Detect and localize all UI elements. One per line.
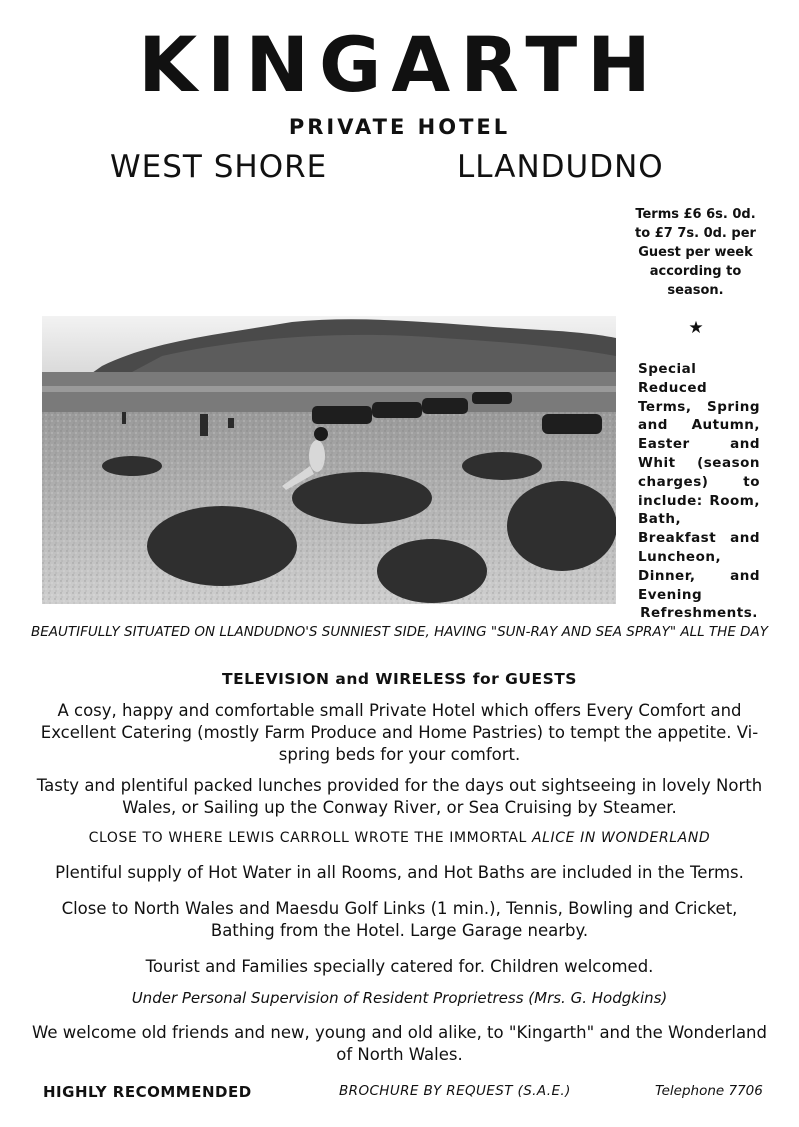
highly-recommended: HIGHLY RECOMMENDED — [43, 1083, 252, 1101]
carroll-prefix: CLOSE TO WHERE LEWIS CARROLL WROTE THE IMMORTAL — [88, 830, 527, 846]
special-terms-text — [638, 360, 760, 623]
welcome-paragraph: We welcome old friends and new, young and old alike, to "Kingarth" and the Wonderland of North Wales. — [32, 1023, 767, 1064]
tv-heading: TELEVISION and WIRELESS for GUESTS — [222, 670, 577, 688]
star-icon: ★ — [688, 318, 704, 338]
special-terms-last: Refreshments. — [640, 605, 758, 622]
terms-text: Terms £6 6s. 0d. to £7 7s. 0d. per Guest per week according to season. — [635, 207, 756, 298]
carroll-line — [20, 830, 779, 846]
location-llandudno: LLANDUDNO — [457, 149, 664, 185]
supervision-line: Under Personal Supervision of Resident Proprietress (Mrs. G. Hodgkins) — [131, 989, 668, 1007]
hotel-title: KINGARTH — [138, 20, 661, 109]
hot-water-paragraph: Plentiful supply of Hot Water in all Rooms, and Hot Baths are included in the Terms. — [55, 863, 744, 882]
location-west-shore: WEST SHORE — [110, 149, 328, 185]
telephone: Telephone 7706 — [655, 1083, 763, 1099]
packed-lunch-paragraph: Tasty and plentiful packed lunches provided for the days out sightseeing in lovely North Wales, or Sailing up the Conway River, or Sea Cruising by Steamer. — [36, 776, 763, 817]
golf-paragraph: Close to North Wales and Maesdu Golf Links (1 min.), Tennis, Bowling and Cricket, Bathing from the Hotel. Large Garage nearby. — [61, 899, 738, 940]
description-paragraph: A cosy, happy and comfortable small Private Hotel which offers Every Comfort and Excellent Catering (mostly Farm Produce and Home Pastries) to tempt the appetite. Vi-spring beds for your comfort. — [40, 701, 759, 764]
brochure-request: BROCHURE BY REQUEST (S.A.E.) — [339, 1083, 571, 1099]
carroll-title: ALICE IN WONDERLAND — [531, 830, 711, 846]
beach-photo — [42, 316, 616, 604]
families-paragraph: Tourist and Families specially catered for. Children welcomed. — [145, 957, 654, 976]
tagline: BEAUTIFULLY SITUATED ON LLANDUDNO'S SUNNIEST SIDE, HAVING "SUN-RAY AND SEA SPRAY" ALL THE DAY — [30, 624, 769, 640]
special-terms-body: Special Reduced Terms, Spring and Autumn, Easter and Whit (season charges) to include: Room, Bath, Breakfast and Luncheon, Dinner, and Evening — [638, 361, 760, 603]
hotel-subtitle: PRIVATE HOTEL — [288, 115, 511, 139]
